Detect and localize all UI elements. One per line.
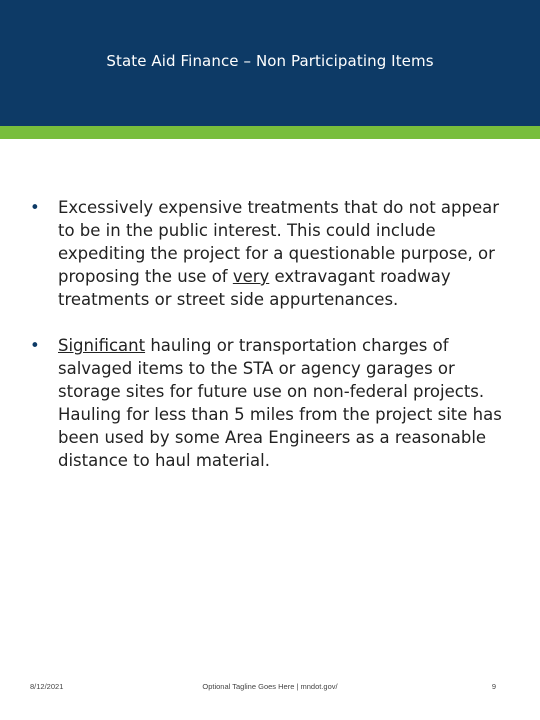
slide-title: State Aid Finance – Non Participating Items [106,52,434,70]
bullet-text-part: hauling or transportation charges of salvaged items to the STA or agency garages or storage sites for future use on non-federal projects. Hauling for less than 5 miles from the project site has been used by some Area Engineers as a reasonable distance to haul material. [58,336,502,470]
bullet-text-part: Excessively expensive treatments that do not appear to be in the public interest. This could include expediting the project for a questionable purpose, or proposing the use of [58,198,500,286]
bullet-list [28,196,508,472]
bullet-item-hauling [28,334,508,472]
emphasis-very: very [232,267,270,286]
bullet-text-part: extravagant roadway treatments or street side appurtenances. [58,267,451,309]
bullet-marker: • [30,336,40,355]
header-banner [0,0,540,126]
emphasis-significant: Significant [58,336,146,355]
bullet-item-treatments [28,196,508,311]
bullet-marker: • [30,198,40,217]
footer-date: 8/12/2021 [30,682,64,691]
page-number: 9 [491,682,496,691]
accent-bar [0,126,540,139]
slide-footer [0,682,540,696]
footer-tagline: Optional Tagline Goes Here | mndot.gov/ [202,682,338,691]
